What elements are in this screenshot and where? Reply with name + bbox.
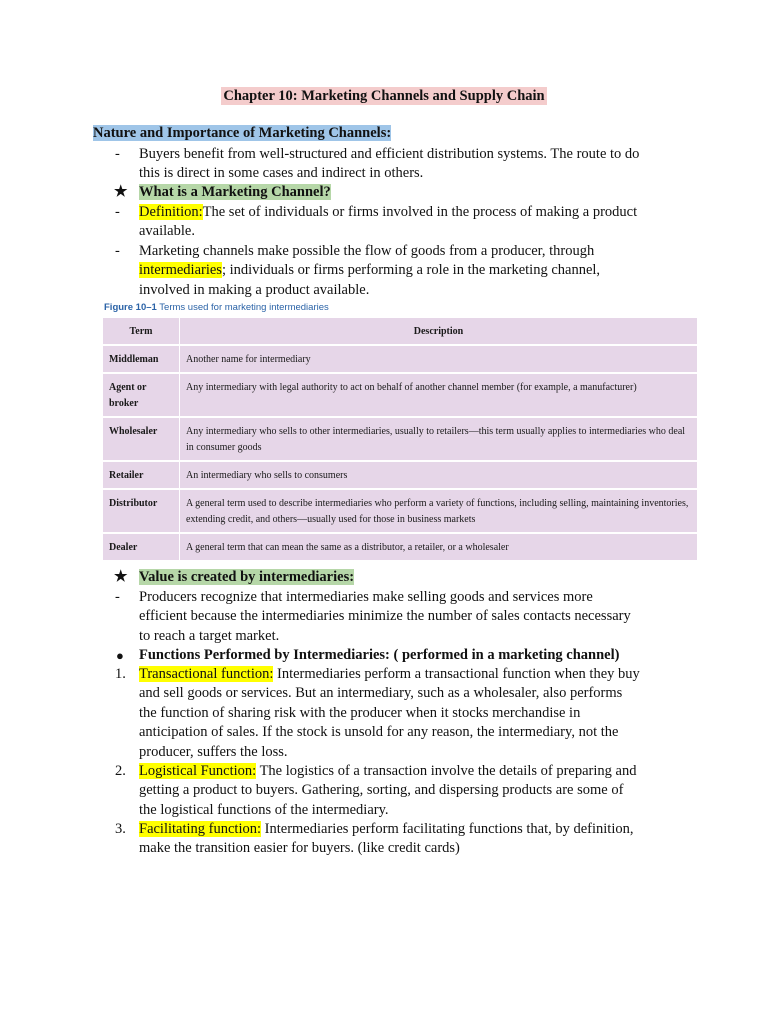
description-cell: A general term that can mean the same as a distributor, a retailer, or a wholesaler xyxy=(180,533,698,561)
flow-bullet xyxy=(0,242,768,300)
flow-line-2: ; individuals or firms performing a role in the marketing channel, xyxy=(221,262,601,279)
intro-line-1: Buyers benefit from well-structured and efficient distribution systems. The route to do xyxy=(139,146,640,162)
star-icon: ★ xyxy=(114,569,128,585)
dash-bullet: - xyxy=(115,243,120,259)
function-text: getting a product to buyers. Gathering, sorting, and dispersing products are some of xyxy=(139,782,624,799)
value-line-3: to reach a target market. xyxy=(139,627,280,644)
function-label: Logistical Function: xyxy=(139,763,257,779)
functions-heading-text: Functions Performed by Intermediaries: ( performed in a marketing channel) xyxy=(139,647,620,663)
description-cell: Any intermediary with legal authority to act on behalf of another channel member (for example, a manufacturer) xyxy=(180,373,698,417)
list-item xyxy=(0,183,673,202)
definition-text-1: The set of individuals or firms involved in the process of making a product xyxy=(202,204,638,220)
figure-number: Figure 10–1 xyxy=(104,302,157,313)
function-1 xyxy=(0,665,768,762)
table-row xyxy=(103,373,697,417)
section-heading-text: Nature and Importance of Marketing Channels: xyxy=(93,125,392,141)
dash-bullet: - xyxy=(115,204,120,220)
function-3 xyxy=(0,820,768,859)
term-cell: Distributor xyxy=(103,489,180,533)
flow-line-3: involved in making a product available. xyxy=(139,281,370,298)
dash-bullet: - xyxy=(115,146,120,162)
page-title: Chapter 10: Marketing Channels and Supply Chain xyxy=(223,88,545,104)
list-number: 2. xyxy=(115,763,126,779)
list-item xyxy=(0,646,673,665)
term-cell: Dealer xyxy=(103,533,180,561)
column-header-term: Term xyxy=(103,318,180,345)
description-cell: Any intermediary who sells to other intermediaries, usually to retailers—this term usually applies to intermediaries who deal in consumer goods xyxy=(180,417,698,461)
functions-heading xyxy=(0,646,768,665)
list-item xyxy=(0,145,673,184)
intro-bullet xyxy=(0,145,768,184)
list-number: 3. xyxy=(115,821,126,837)
figure-caption-text: Terms used for marketing intermediaries xyxy=(159,302,329,313)
table-row xyxy=(103,489,697,533)
list-item xyxy=(0,568,673,587)
bullet-dot-icon: ● xyxy=(116,648,124,663)
value-line-1: Producers recognize that intermediaries make selling goods and services more xyxy=(139,589,593,605)
table-row xyxy=(103,345,697,373)
list-item xyxy=(0,203,673,242)
function-text: producer, suffers the loss. xyxy=(139,743,288,760)
terms-table xyxy=(103,318,697,562)
list-item xyxy=(0,242,673,300)
function-text: Intermediaries perform a transactional function when they buy xyxy=(273,666,640,682)
star-heading-1 xyxy=(0,183,768,202)
list-number: 1. xyxy=(115,666,126,682)
value-bullet xyxy=(0,588,768,646)
function-label: Facilitating function: xyxy=(139,821,262,837)
function-text: and sell goods or services. But an intermediary, such as a wholesaler, also performs xyxy=(139,685,623,702)
star-heading-2 xyxy=(0,568,768,587)
term-cell: Agent or broker xyxy=(103,373,180,417)
list-item xyxy=(0,665,673,762)
table-header-row xyxy=(103,318,697,345)
function-label: Transactional function: xyxy=(139,666,274,682)
definition-text-2: available. xyxy=(139,223,195,240)
figure-caption xyxy=(104,302,697,313)
table-row xyxy=(103,417,697,461)
term-cell: Retailer xyxy=(103,461,180,489)
term-cell: Wholesaler xyxy=(103,417,180,461)
function-text: Intermediaries perform facilitating functions that, by definition, xyxy=(261,821,634,837)
list-item xyxy=(0,820,673,859)
value-line-2: efficient because the intermediaries minimize the number of sales contacts necessary xyxy=(139,608,631,625)
intro-line-2: this is direct in some cases and indirect in others. xyxy=(139,165,424,182)
dash-bullet: - xyxy=(115,589,120,605)
description-cell: An intermediary who sells to consumers xyxy=(180,461,698,489)
function-2 xyxy=(0,762,768,820)
description-cell: A general term used to describe intermediaries who perform a variety of functions, including selling, maintaining inventories, extending credit, and others—usually used for those in business markets xyxy=(180,489,698,533)
table-row xyxy=(103,533,697,561)
list-item xyxy=(0,762,673,820)
star-icon: ★ xyxy=(114,184,128,200)
function-text: anticipation of sales. If the stock is unsold for any reason, the intermediary, not the xyxy=(139,724,619,741)
star-heading-text: What is a Marketing Channel? xyxy=(139,184,331,200)
function-text: make the transition easier for buyers. (like credit cards) xyxy=(139,840,460,857)
table-row xyxy=(103,461,697,489)
description-cell: Another name for intermediary xyxy=(180,345,698,373)
section-heading xyxy=(93,125,391,142)
flow-line-1: Marketing channels make possible the flow of goods from a producer, through xyxy=(139,243,595,259)
title-wrap xyxy=(0,87,768,105)
intermediaries-highlight: intermediaries xyxy=(139,262,222,279)
function-text: the function of sharing risk with the producer when it stocks merchandise in xyxy=(139,704,581,721)
definition-label: Definition: xyxy=(139,204,203,220)
function-text: the logistical functions of the intermediary. xyxy=(139,801,389,818)
function-text: The logistics of a transaction involve the details of preparing and xyxy=(256,763,637,779)
figure-terms xyxy=(103,302,697,562)
list-item xyxy=(0,588,673,646)
star-heading-text: Value is created by intermediaries: xyxy=(139,569,355,585)
column-header-description: Description xyxy=(180,318,698,345)
definition-bullet xyxy=(0,203,768,242)
term-cell: Middleman xyxy=(103,345,180,373)
